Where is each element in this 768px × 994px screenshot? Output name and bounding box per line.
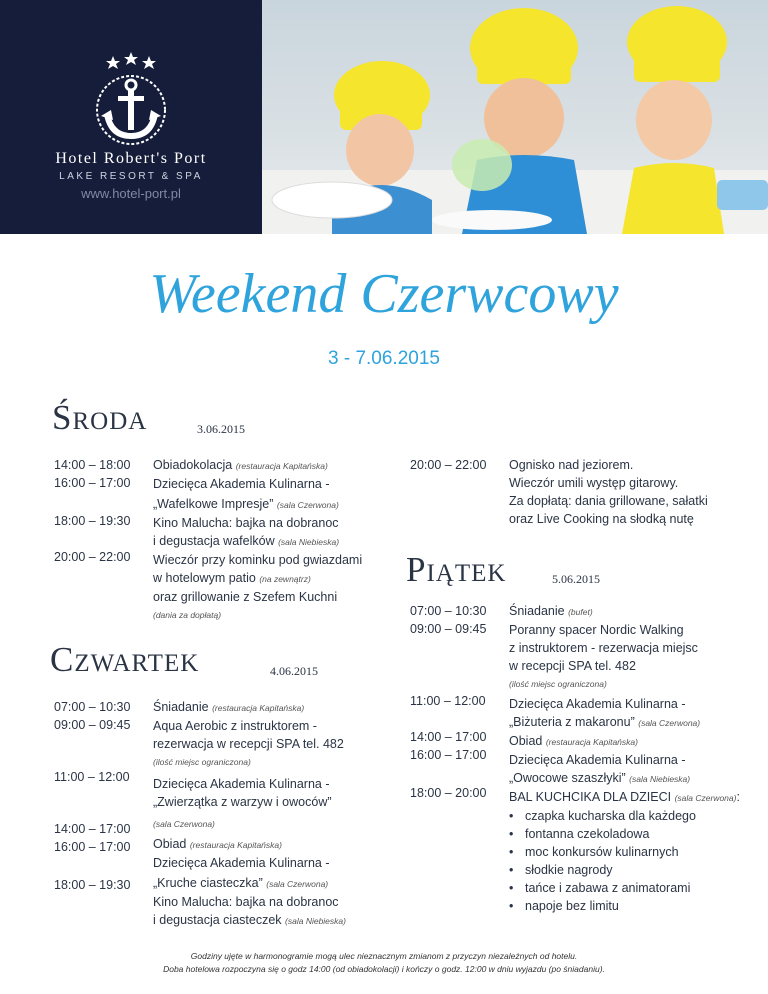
schedule-sroda — [153, 456, 362, 624]
time-slot: 14:00 – 18:00 — [54, 458, 131, 472]
list-item: • moc konkursów kulinarnych — [509, 843, 740, 861]
event-label: „Wafelkowe Impresje” — [153, 497, 274, 511]
footer-line: Godziny ujęte w harmonogramie mogą ulec nieznacznym zmianom z przyczyn niezależnych od hotelu. — [190, 951, 578, 961]
event-note: (ilość miejsc ograniczona) — [153, 757, 251, 767]
schedule-piatek — [509, 602, 740, 915]
schedule-line — [509, 713, 740, 732]
schedule-line — [153, 835, 346, 854]
event-note: (sala Czerwona) — [266, 879, 329, 889]
schedule-line — [509, 732, 740, 751]
time-slot: 11:00 – 12:00 — [410, 694, 486, 708]
schedule-line: w recepcji SPA tel. 482 — [509, 659, 636, 673]
schedule-line — [153, 874, 346, 893]
event-note: (restauracja Kapitańska) — [189, 840, 282, 850]
time-slot: 16:00 – 17:00 — [54, 476, 131, 490]
schedule-line: Dziecięca Akademia Kulinarna - — [153, 777, 330, 791]
time-slot: 11:00 – 12:00 — [54, 770, 130, 784]
event-label: i degustacja ciasteczek — [153, 913, 282, 927]
event-label: Śniadanie — [153, 700, 209, 714]
schedule-line: Dziecięca Akademia Kulinarna - — [153, 477, 330, 491]
schedule-line — [153, 569, 362, 588]
time-czwartek-1 — [54, 698, 130, 734]
brand-url: www.hotel-port.pl — [81, 186, 181, 201]
time-slot: 09:00 – 09:45 — [410, 622, 487, 636]
event-label: „Owocowe szaszłyki” — [509, 771, 626, 785]
event-note: (sala Czerwona) — [153, 819, 215, 829]
schedule-line: Kino Malucha: bajka na dobranoc — [153, 516, 339, 530]
day-date-piatek: 5.06.2015 — [552, 572, 600, 586]
event-label: w hotelowym patio — [153, 571, 256, 585]
schedule-line — [153, 911, 346, 930]
event-note: (sala Czerwona) — [276, 500, 339, 510]
schedule-line: Aqua Aerobic z instruktorem - — [153, 719, 317, 733]
time-slot: 16:00 – 17:00 — [54, 840, 131, 854]
anchor-logo-icon — [71, 40, 191, 150]
schedule-line: Wieczór przy kominku pod gwiazdami — [153, 553, 363, 567]
event-note: (sala Niebieska) — [278, 537, 340, 547]
time-slot: 18:00 – 19:30 — [54, 514, 131, 528]
list-item: • fontanna czekoladowa — [509, 825, 740, 843]
schedule-czwartek — [153, 698, 346, 930]
kids-cooking-photo — [262, 0, 768, 234]
event-note: (sala Czerwona) — [638, 718, 701, 728]
event-label: „Kruche ciasteczka” — [153, 876, 263, 890]
schedule-line — [153, 698, 346, 717]
list-item: • tańce i zabawa z animatorami — [509, 879, 740, 897]
event-note: (restauracja Kapitańska) — [212, 703, 305, 713]
header-banner — [0, 0, 768, 234]
footer-notes — [0, 950, 768, 976]
time-slot: 16:00 – 17:00 — [410, 748, 487, 762]
event-note: (sala Niebieska) — [285, 916, 346, 926]
event-note: (sala Niebieska) — [629, 774, 691, 784]
schedule-line — [509, 769, 740, 788]
time-slot: 14:00 – 17:00 — [54, 822, 131, 836]
time-slot: 18:00 – 20:00 — [410, 786, 487, 800]
schedule-line: Kino Malucha: bajka na dobranoc — [153, 895, 339, 909]
schedule-line — [509, 602, 740, 621]
schedule-line — [153, 456, 362, 475]
schedule-line: „Zwierzątka z warzyw i owoców” — [153, 795, 332, 809]
schedule-line: Ognisko nad jeziorem. — [509, 458, 634, 472]
time-slot: 07:00 – 10:30 — [54, 700, 131, 714]
schedule-line: Dziecięca Akademia Kulinarna - — [509, 753, 686, 767]
bal-perks-list — [509, 807, 740, 915]
event-label: Obiadokolacja — [153, 458, 233, 472]
schedule-line — [509, 788, 740, 807]
day-date-sroda: 3.06.2015 — [197, 422, 245, 436]
schedule-line: oraz grillowanie z Szefem Kuchni — [153, 590, 338, 604]
event-label: „Biżuteria z makaronu” — [509, 715, 635, 729]
event-note: (dania za dopłatą) — [153, 610, 222, 620]
event-note: (sala Czerwona) — [674, 793, 737, 803]
schedule-line: z instruktorem - rezerwacja miejsc — [509, 641, 698, 655]
time-slot: 20:00 – 22:00 — [54, 550, 131, 564]
time-slot: 18:00 – 19:30 — [54, 878, 131, 892]
time-slot: 20:00 – 22:00 — [410, 458, 487, 472]
schedule-czwartek-evening — [509, 456, 708, 528]
event-note: (na zewnątrz) — [259, 574, 311, 584]
day-heading-sroda: Środa — [52, 398, 148, 437]
event-title: Weekend Czerwcowy — [149, 263, 619, 325]
schedule-line: rezerwacja w recepcji SPA tel. 482 — [153, 737, 344, 751]
schedule-line: oraz Live Cooking na słodką nutę — [509, 512, 694, 526]
logo-panel — [0, 0, 262, 234]
time-slot: 14:00 – 17:00 — [410, 730, 487, 744]
event-date-range: 3 - 7.06.2015 — [328, 348, 440, 369]
time-slot: 07:00 – 10:30 — [410, 604, 487, 618]
list-item: • czapka kucharska dla każdego — [509, 807, 740, 825]
day-heading-piatek: Piątek — [406, 550, 507, 589]
event-label: Obiad — [153, 837, 187, 851]
event-label: Śniadanie — [509, 604, 565, 618]
kids-cooking-illustration — [262, 0, 768, 234]
event-label: BAL KUCHCIKA DLA DZIECI — [509, 790, 672, 804]
time-czwartek-3 — [54, 820, 130, 856]
event-note: (bufet) — [568, 607, 593, 617]
event-note: (restauracja Kapitańska) — [235, 461, 328, 471]
schedule-line: Dziecięca Akademia Kulinarna - — [509, 697, 686, 711]
footer-line: Doba hotelowa rozpoczyna się o godz 14:00 (od obiadokolacji) i kończy o godz. 12:00 w dniu wyjazdu (po śniadaniu). — [163, 964, 605, 974]
event-note: (restauracja Kapitańska) — [545, 737, 638, 747]
event-note: (ilość miejsc ograniczona) — [509, 679, 607, 689]
brand-subtitle: LAKE RESORT & SPA — [59, 171, 203, 182]
schedule-line — [153, 495, 362, 514]
brand-name: Hotel Robert's Port — [55, 150, 207, 167]
day-date-czwartek: 4.06.2015 — [270, 664, 318, 678]
event-label: i degustacja wafelków — [153, 534, 275, 548]
schedule-line: Wieczór umili występ gitarowy. — [509, 476, 679, 490]
time-slot: 09:00 – 09:45 — [54, 718, 131, 732]
event-label: Obiad — [509, 734, 543, 748]
day-heading-czwartek: Czwartek — [50, 640, 200, 679]
time-sroda-1 — [54, 456, 130, 492]
list-item: • napoje bez limitu — [509, 897, 740, 915]
schedule-line — [153, 532, 362, 551]
schedule-line: Poranny spacer Nordic Walking — [509, 623, 684, 637]
list-item: • słodkie nagrody — [509, 861, 740, 879]
schedule-line: Dziecięca Akademia Kulinarna - — [153, 856, 330, 870]
time-piatek-1 — [410, 602, 486, 638]
time-piatek-3 — [410, 728, 486, 764]
schedule-line: Za dopłatą: dania grillowane, sałatki — [509, 494, 708, 508]
event-label-colon: : — [736, 790, 740, 804]
